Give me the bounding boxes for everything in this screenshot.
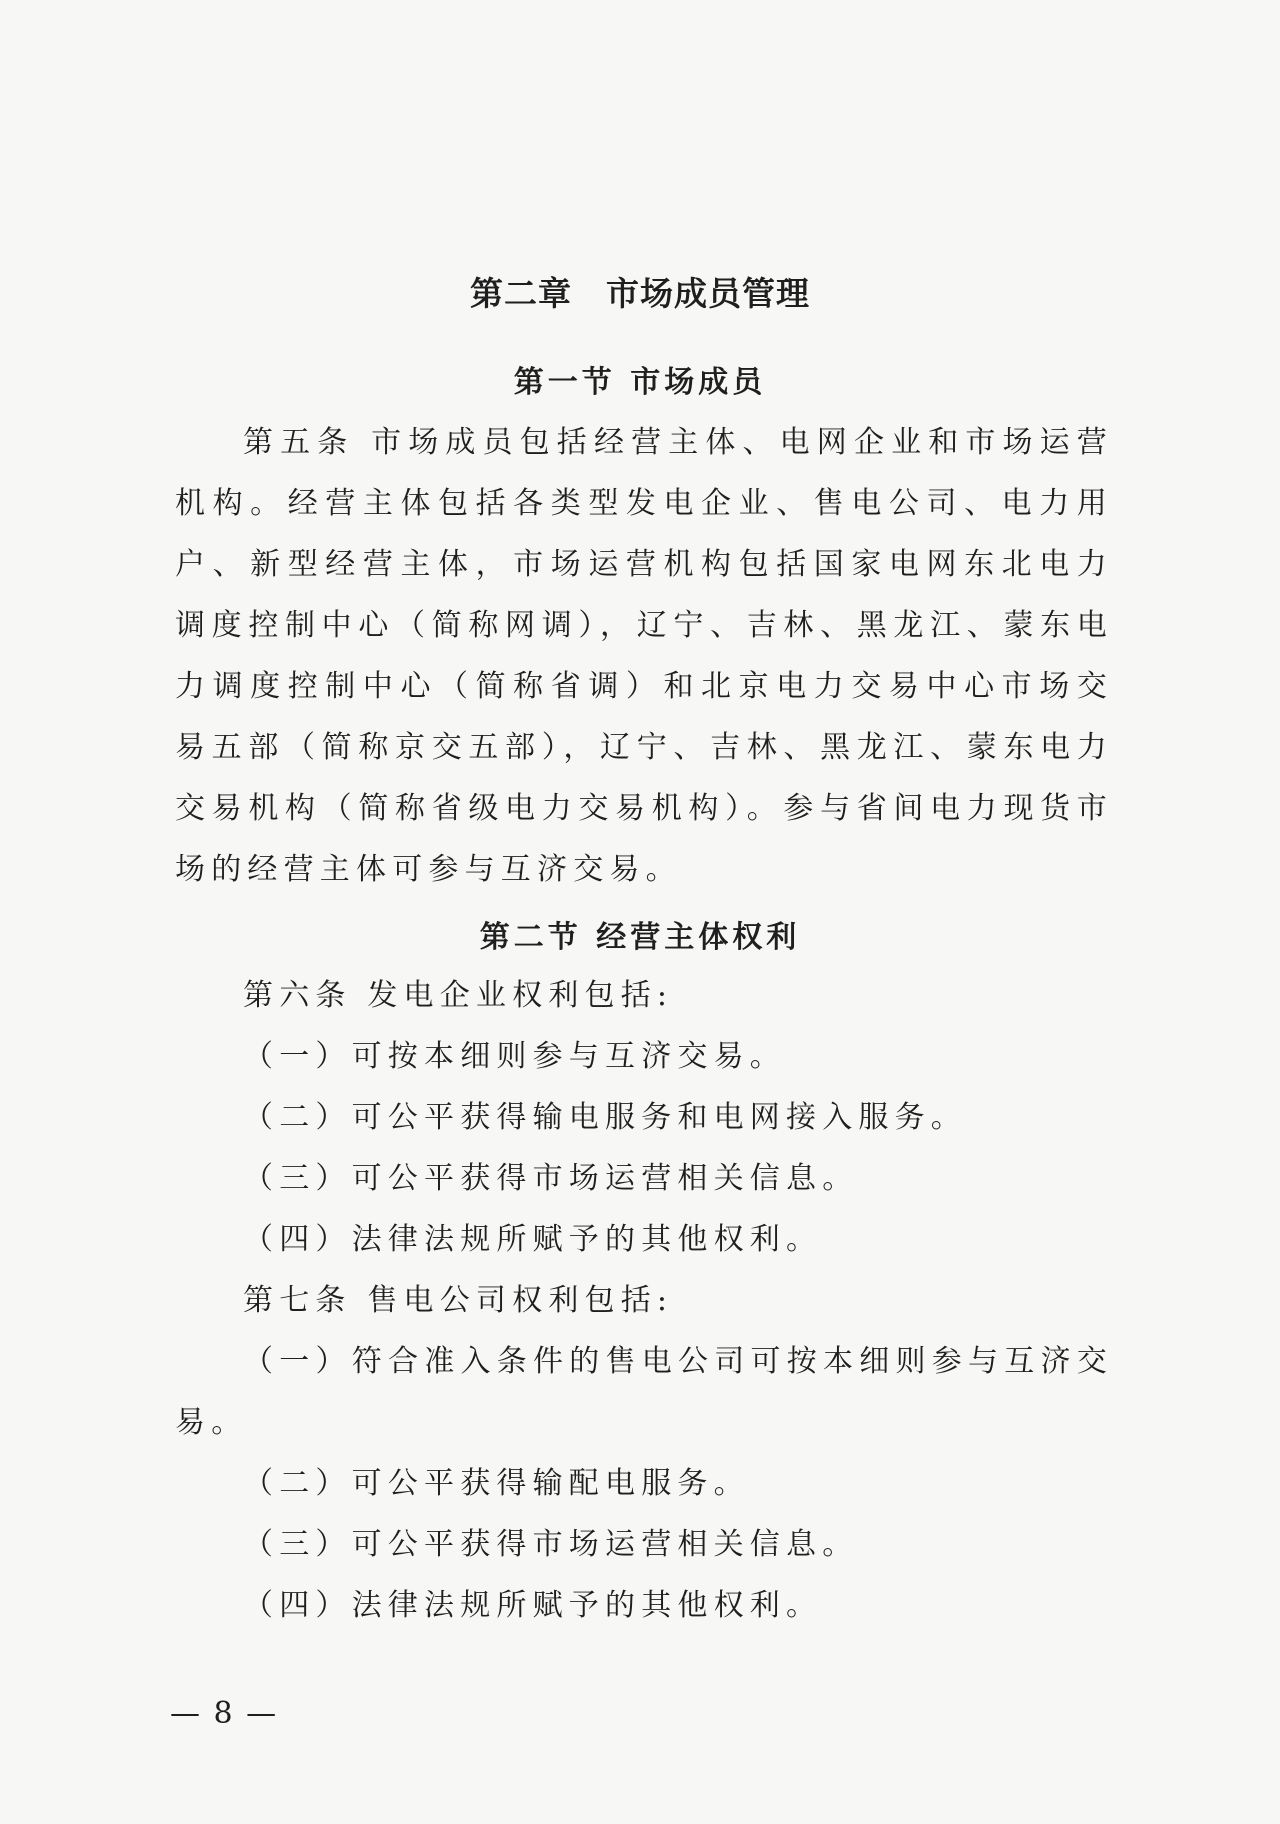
article-5-paragraph: 第五条 市场成员包括经营主体、电网企业和市场运营机构。经营主体包括各类型发电企业、售电公司、电力用户、新型经营主体，市场运营机构包括国家电网东北电力调度控制中心（简称网调），辽宁、吉林、黑龙江、蒙东电力调度控制中心（简称省调）和北京电力交易中心市场交易五部（简称京交五部），辽宁、吉林、黑龙江、蒙东电力交易机构（简称省级电力交易机构）。参与省间电力现货市场的经营主体可参与互济交易。 [175, 425, 1113, 887]
section-2-body [175, 965, 1113, 1636]
article-6-item-4: （四）法律法规所赋予的其他权利。 [243, 1222, 823, 1257]
article-7-item-2: （二）可公平获得输配电服务。 [243, 1466, 750, 1501]
article-6-item-2: （二）可公平获得输电服务和电网接入服务。 [243, 1100, 967, 1135]
article-7-item-1: （一）符合准入条件的售电公司可按本细则参与互济交易。 [175, 1344, 1113, 1440]
section-title-1: 第一节 市场成员 [513, 365, 767, 400]
article-7-paragraph: 第七条 售电公司权利包括: [243, 1283, 674, 1318]
chapter-title: 第二章 市场成员管理 [470, 274, 810, 313]
article-7-item-3: （三）可公平获得市场运营相关信息。 [243, 1527, 859, 1562]
article-6-item-1: （一）可按本细则参与互济交易。 [243, 1039, 786, 1074]
article-7-item-4: （四）法律法规所赋予的其他权利。 [243, 1588, 823, 1623]
article-6-paragraph: 第六条 发电企业权利包括: [243, 978, 674, 1013]
section-title-2: 第二节 经营主体权利 [479, 920, 801, 955]
section-1-body [175, 412, 1113, 900]
article-6-item-3: （三）可公平获得市场运营相关信息。 [243, 1161, 859, 1196]
page-number: — 8 — [170, 1696, 279, 1731]
